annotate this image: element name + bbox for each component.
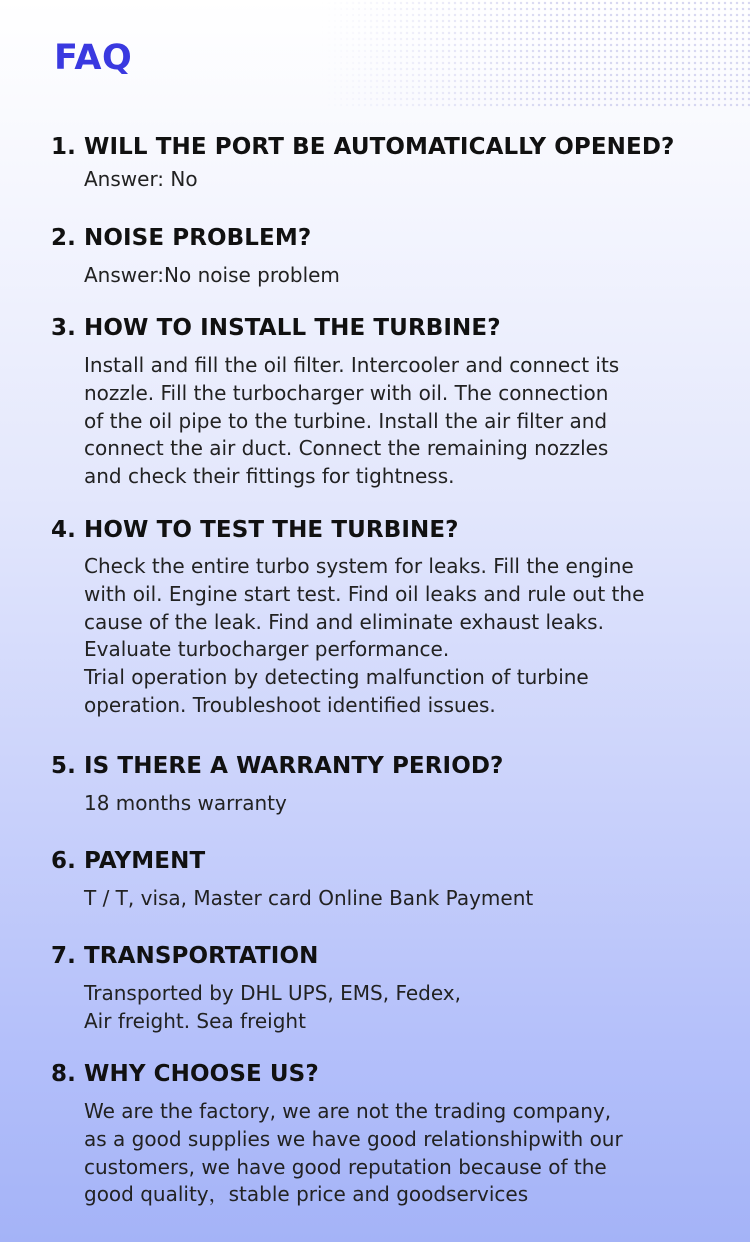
faq-number: 5. [51,753,76,779]
faq-question-text: HOW TO TEST THE TURBINE? [84,517,459,543]
faq-answer: Check the entire turbo system for leaks. Fill the engine with oil. Engine start test. Find oil leaks and rule out the cause of the leak. Find and eliminate exhaust leaks. Evaluate turbocharger performance. Trial operation by detecting malfunction of turbine operation. Troubleshoot identified issues. [84,554,645,717]
faq-question [51,313,711,343]
faq-question-text: HOW TO INSTALL THE TURBINE? [84,315,501,341]
faq-answer: We are the factory, we are not the trading company, as a good supplies we have good relationshipwith our customers, we have good reputation because of the good quality，stable price and goodservices [84,1099,623,1207]
faq-item-5 [51,751,711,818]
faq-number: 2. [51,225,76,251]
page-title: FAQ [54,38,133,78]
faq-question-text: TRANSPORTATION [84,943,319,969]
faq-answer: Install and fill the oil filter. Intercooler and connect its nozzle. Fill the turbocharger with oil. The connection of the oil pipe to the turbine. Install the air filter and connect the air duct. Connect the remaining nozzles and check their fittings for tightness. [84,353,620,489]
faq-question-text: PAYMENT [84,848,206,874]
faq-item-2 [51,223,711,290]
faq-question [51,846,711,876]
faq-item-4 [51,515,711,720]
faq-number: 7. [51,943,76,969]
dot-pattern-decoration [320,0,750,108]
faq-answer: Answer:No noise problem [84,263,340,287]
faq-question [51,515,711,545]
faq-number: 8. [51,1061,76,1087]
faq-number: 3. [51,315,76,341]
faq-number: 1. [51,134,76,160]
faq-question [51,132,711,162]
faq-item-3 [51,313,711,491]
faq-number: 4. [51,517,76,543]
faq-question-text: NOISE PROBLEM? [84,225,312,251]
faq-question [51,941,711,971]
faq-item-1 [51,132,711,194]
faq-answer: 18 months warranty [84,791,287,815]
faq-answer: Answer: No [84,167,198,191]
faq-item-6 [51,846,711,913]
faq-question-text: WILL THE PORT BE AUTOMATICALLY OPENED? [84,134,675,160]
faq-question-text: IS THERE A WARRANTY PERIOD? [84,753,504,779]
faq-item-7 [51,941,711,1036]
faq-answer: Transported by DHL UPS, EMS, Fedex, Air freight. Sea freight [84,981,462,1033]
faq-question [51,223,711,253]
faq-number: 6. [51,848,76,874]
faq-question-text: WHY CHOOSE US? [84,1061,319,1087]
faq-question [51,1059,711,1089]
faq-answer: T / T, visa, Master card Online Bank Payment [84,886,534,910]
faq-item-8 [51,1059,711,1209]
faq-question [51,751,711,781]
